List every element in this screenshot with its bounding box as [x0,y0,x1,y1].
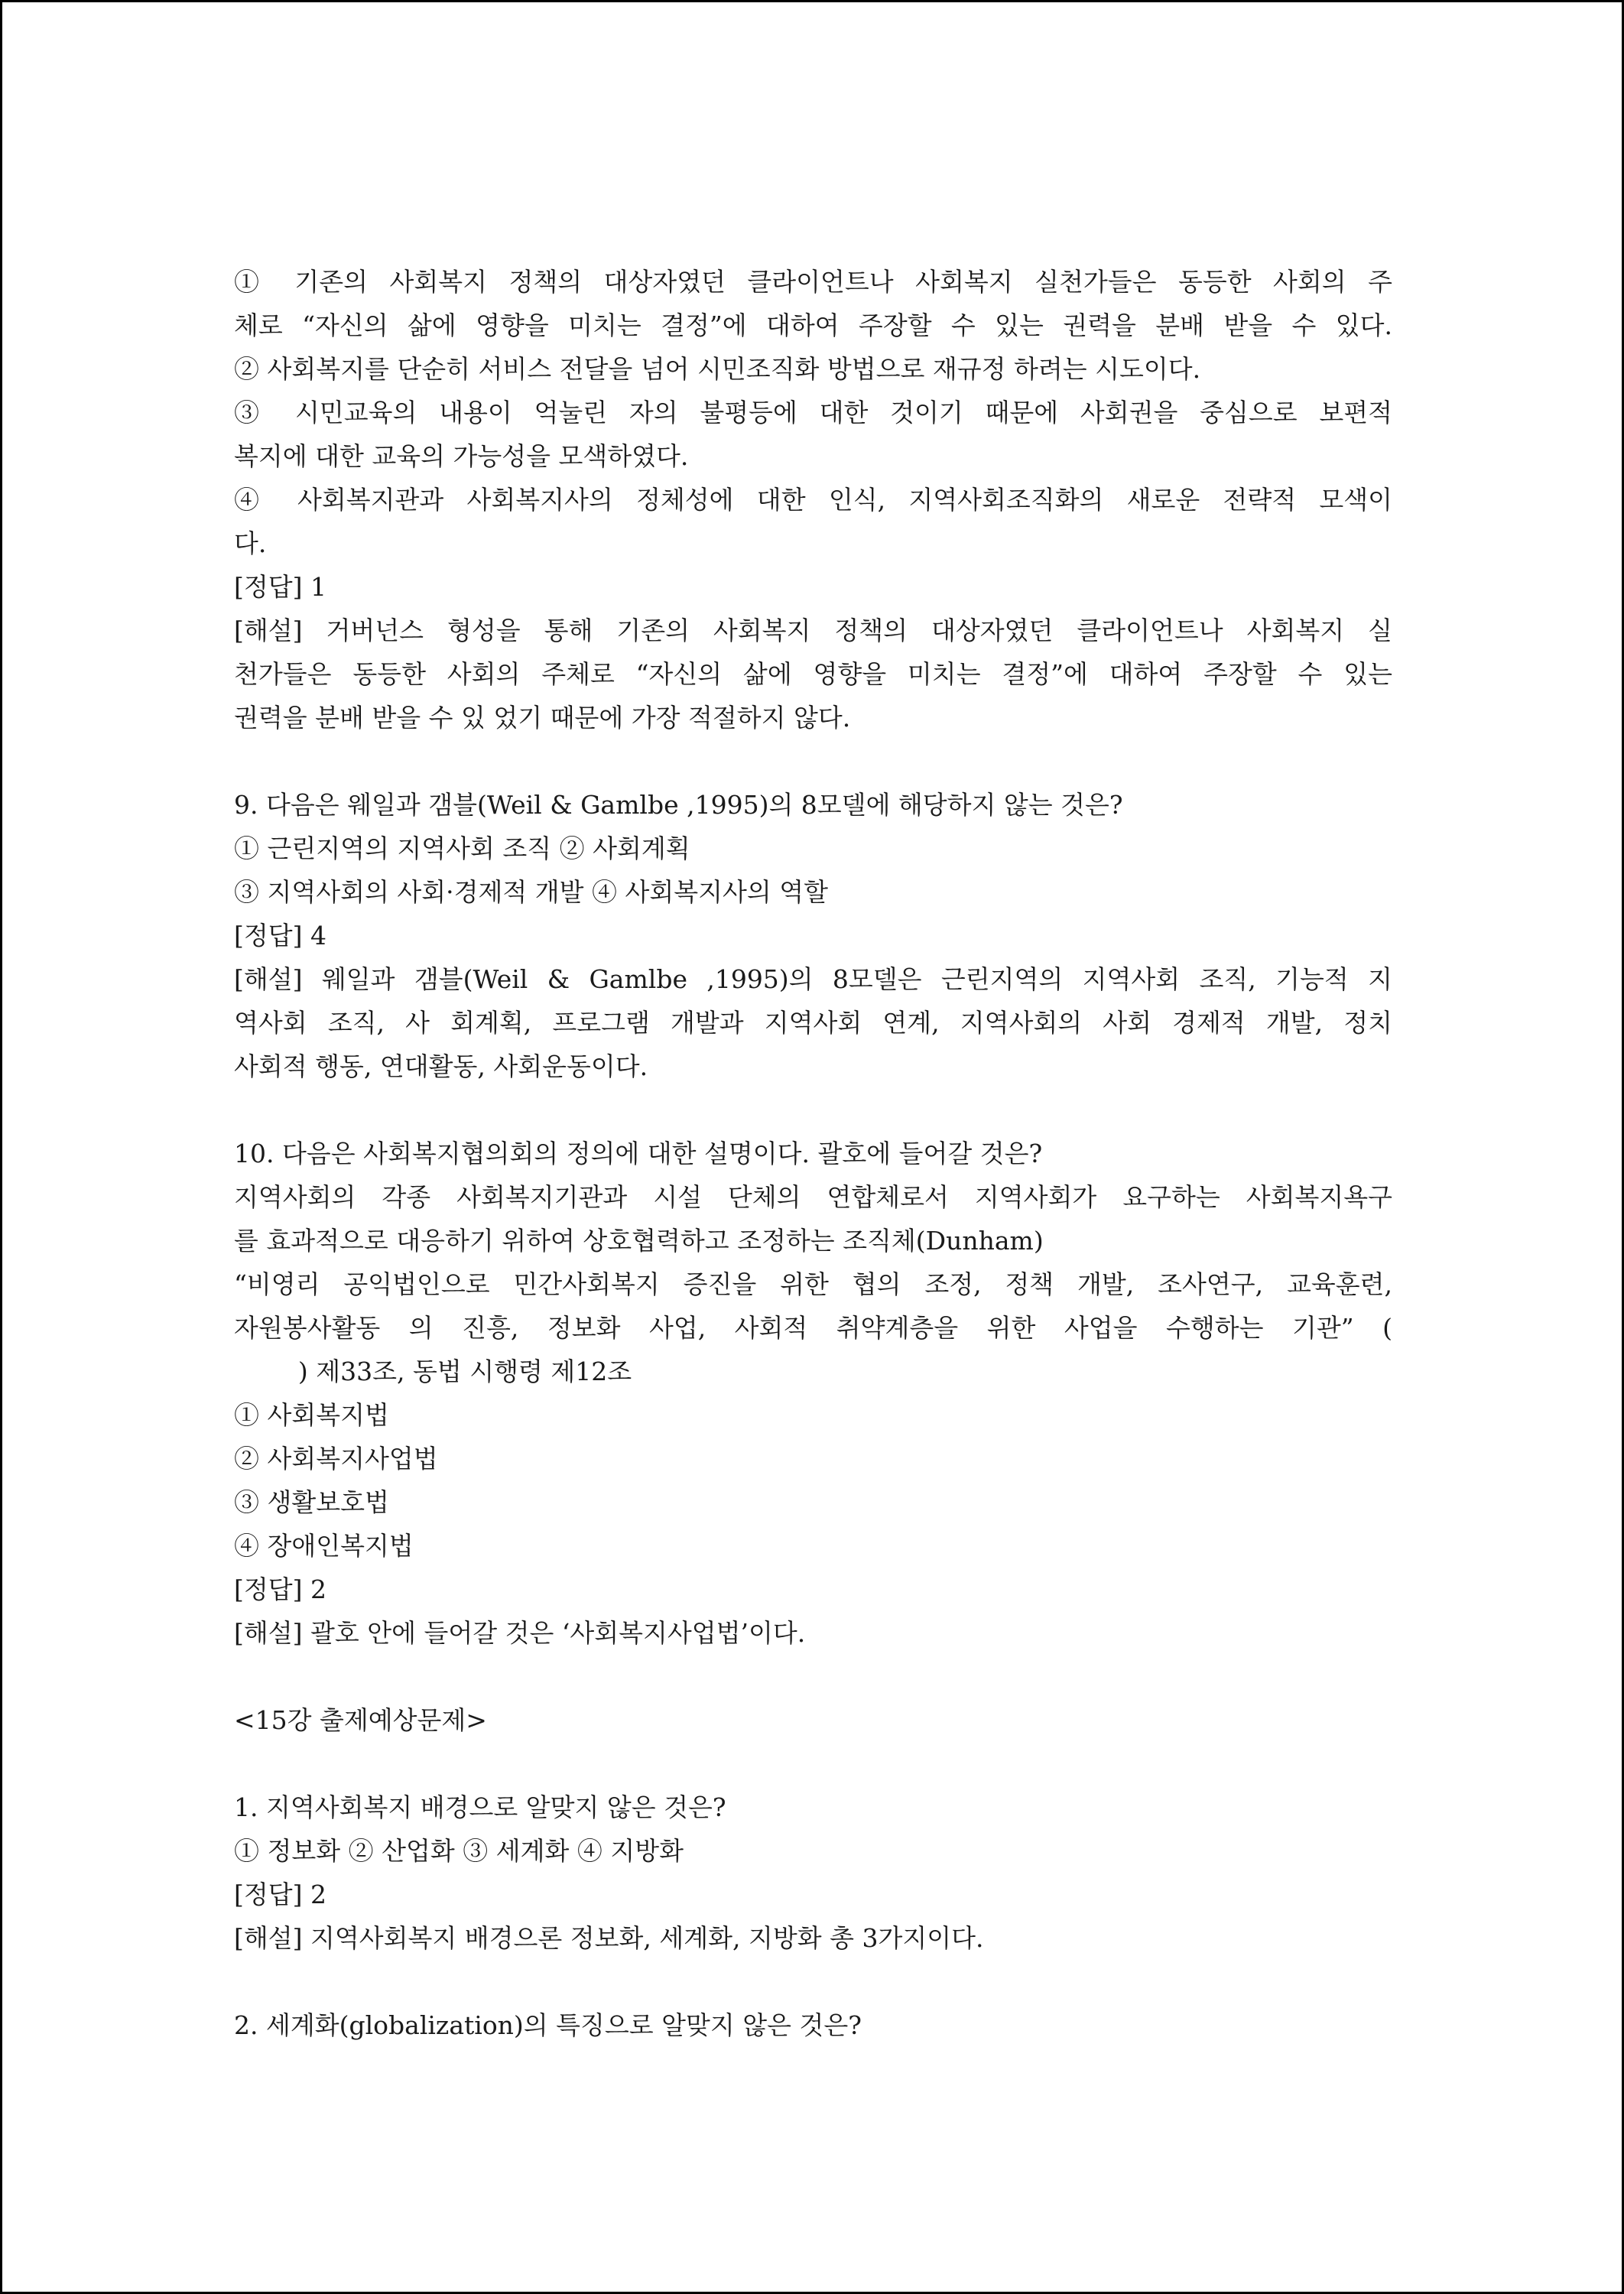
q10-body-line-5: ) 제33조, 동법 시행령 제12조 [234,1357,632,1386]
l15-q2-question: 2. 세계화(globalization)의 특징으로 알맞지 않은 것은? [234,2010,862,2040]
spacer [234,1960,1392,2003]
q9-options-line-1: ① 근린지역의 지역사회 조직 ② 사회계획 [234,833,690,863]
spacer [234,1655,1392,1698]
q10-body-line-3: “비영리 공익법인으로 민간사회복지 증진을 위한 협의 조정, 정책 개발, 조사연구, 교육훈련, [234,1269,1392,1299]
q10-explanation: [해설] 괄호 안에 들어갈 것은 ‘사회복지사업법’이다. [234,1618,806,1648]
q9-explanation-line-1: [해설] 웨일과 갬블(Weil & Gamlbe ,1995)의 8모델은 근린지역의 지역사회 조직, 기능적 지 [234,964,1392,994]
spacer [234,1088,1392,1132]
q8-option-4-line-2: 다. [234,528,267,558]
q10-answer: [정답] 2 [234,1574,326,1604]
q10-body-line-2: 를 효과적으로 대응하기 위하여 상호협력하고 조정하는 조직체(Dunham) [234,1226,1044,1256]
q10-body-line-1: 지역사회의 각종 사회복지기관과 시설 단체의 연합체로서 지역사회가 요구하는 사회복지욕구 [234,1182,1392,1212]
q8-option-1-line-2: 체로 “자신의 삶에 영향을 미치는 결정”에 대하여 주장할 수 있는 권력을 분배 받을 수 있다. [234,310,1392,340]
spacer [234,1742,1392,1785]
q8-explanation-line-2: 천가들은 동등한 사회의 주체로 “자신의 삶에 영향을 미치는 결정”에 대하여 주장할 수 있는 [234,659,1392,689]
document-body [234,260,1392,2047]
q10-option-4: ④ 장애인복지법 [234,1531,414,1561]
l15-q1-explanation: [해설] 지역사회복지 배경으론 정보화, 세계화, 지방화 총 3가지이다. [234,1923,984,1953]
spacer [234,739,1392,783]
q8-answer: [정답] 1 [234,572,326,602]
q10-option-2: ② 사회복지사업법 [234,1444,438,1474]
q10-option-1: ① 사회복지법 [234,1400,389,1430]
q10-option-3: ③ 생활보호법 [234,1487,389,1517]
q8-option-3-line-1: ③ 시민교육의 내용이 억눌린 자의 불평등에 대한 것이기 때문에 사회권을 중심으로 보편적 [234,398,1392,427]
q8-option-2: ② 사회복지를 단순히 서비스 전달을 넘어 시민조직화 방법으로 재규정 하려는 시도이다. [234,354,1201,384]
l15-q1-question: 1. 지역사회복지 배경으로 알맞지 않은 것은? [234,1792,726,1822]
q10-question: 10. 다음은 사회복지협의회의 정의에 대한 설명이다. 괄호에 들어갈 것은? [234,1139,1043,1168]
q9-question: 9. 다음은 웨일과 갬블(Weil & Gamlbe ,1995)의 8모델에 해당하지 않는 것은? [234,790,1123,820]
q9-explanation-line-2: 역사회 조직, 사 회계획, 프로그램 개발과 지역사회 연계, 지역사회의 사회 경제적 개발, 정치 [234,1008,1392,1038]
q8-explanation-line-3: 권력을 분배 받을 수 있 었기 때문에 가장 적절하지 않다. [234,703,851,733]
q10-body-line-4: 자원봉사활동 의 진흥, 정보화 사업, 사회적 취약계층을 위한 사업을 수행하는 기관” ( [234,1313,1392,1343]
q9-options-line-2: ③ 지역사회의 사회·경제적 개발 ④ 사회복지사의 역할 [234,877,828,907]
section-title: <15강 출제예상문제> [234,1705,487,1735]
q8-explanation-line-1: [해설] 거버넌스 형성을 통해 기존의 사회복지 정책의 대상자였던 클라이언트나 사회복지 실 [234,616,1392,645]
q9-answer: [정답] 4 [234,921,326,950]
l15-q1-options: ① 정보화 ② 산업화 ③ 세계화 ④ 지방화 [234,1836,684,1866]
q8-option-4-line-1: ④ 사회복지관과 사회복지사의 정체성에 대한 인식, 지역사회조직화의 새로운 전략적 모색이 [234,485,1392,515]
q9-explanation-line-3: 사회적 행동, 연대활동, 사회운동이다. [234,1051,648,1081]
l15-q1-answer: [정답] 2 [234,1880,326,1909]
q8-option-1-line-1: ① 기존의 사회복지 정책의 대상자였던 클라이언트나 사회복지 실천가들은 동등한 사회의 주 [234,267,1392,297]
q8-option-3-line-2: 복지에 대한 교육의 가능성을 모색하였다. [234,441,689,471]
